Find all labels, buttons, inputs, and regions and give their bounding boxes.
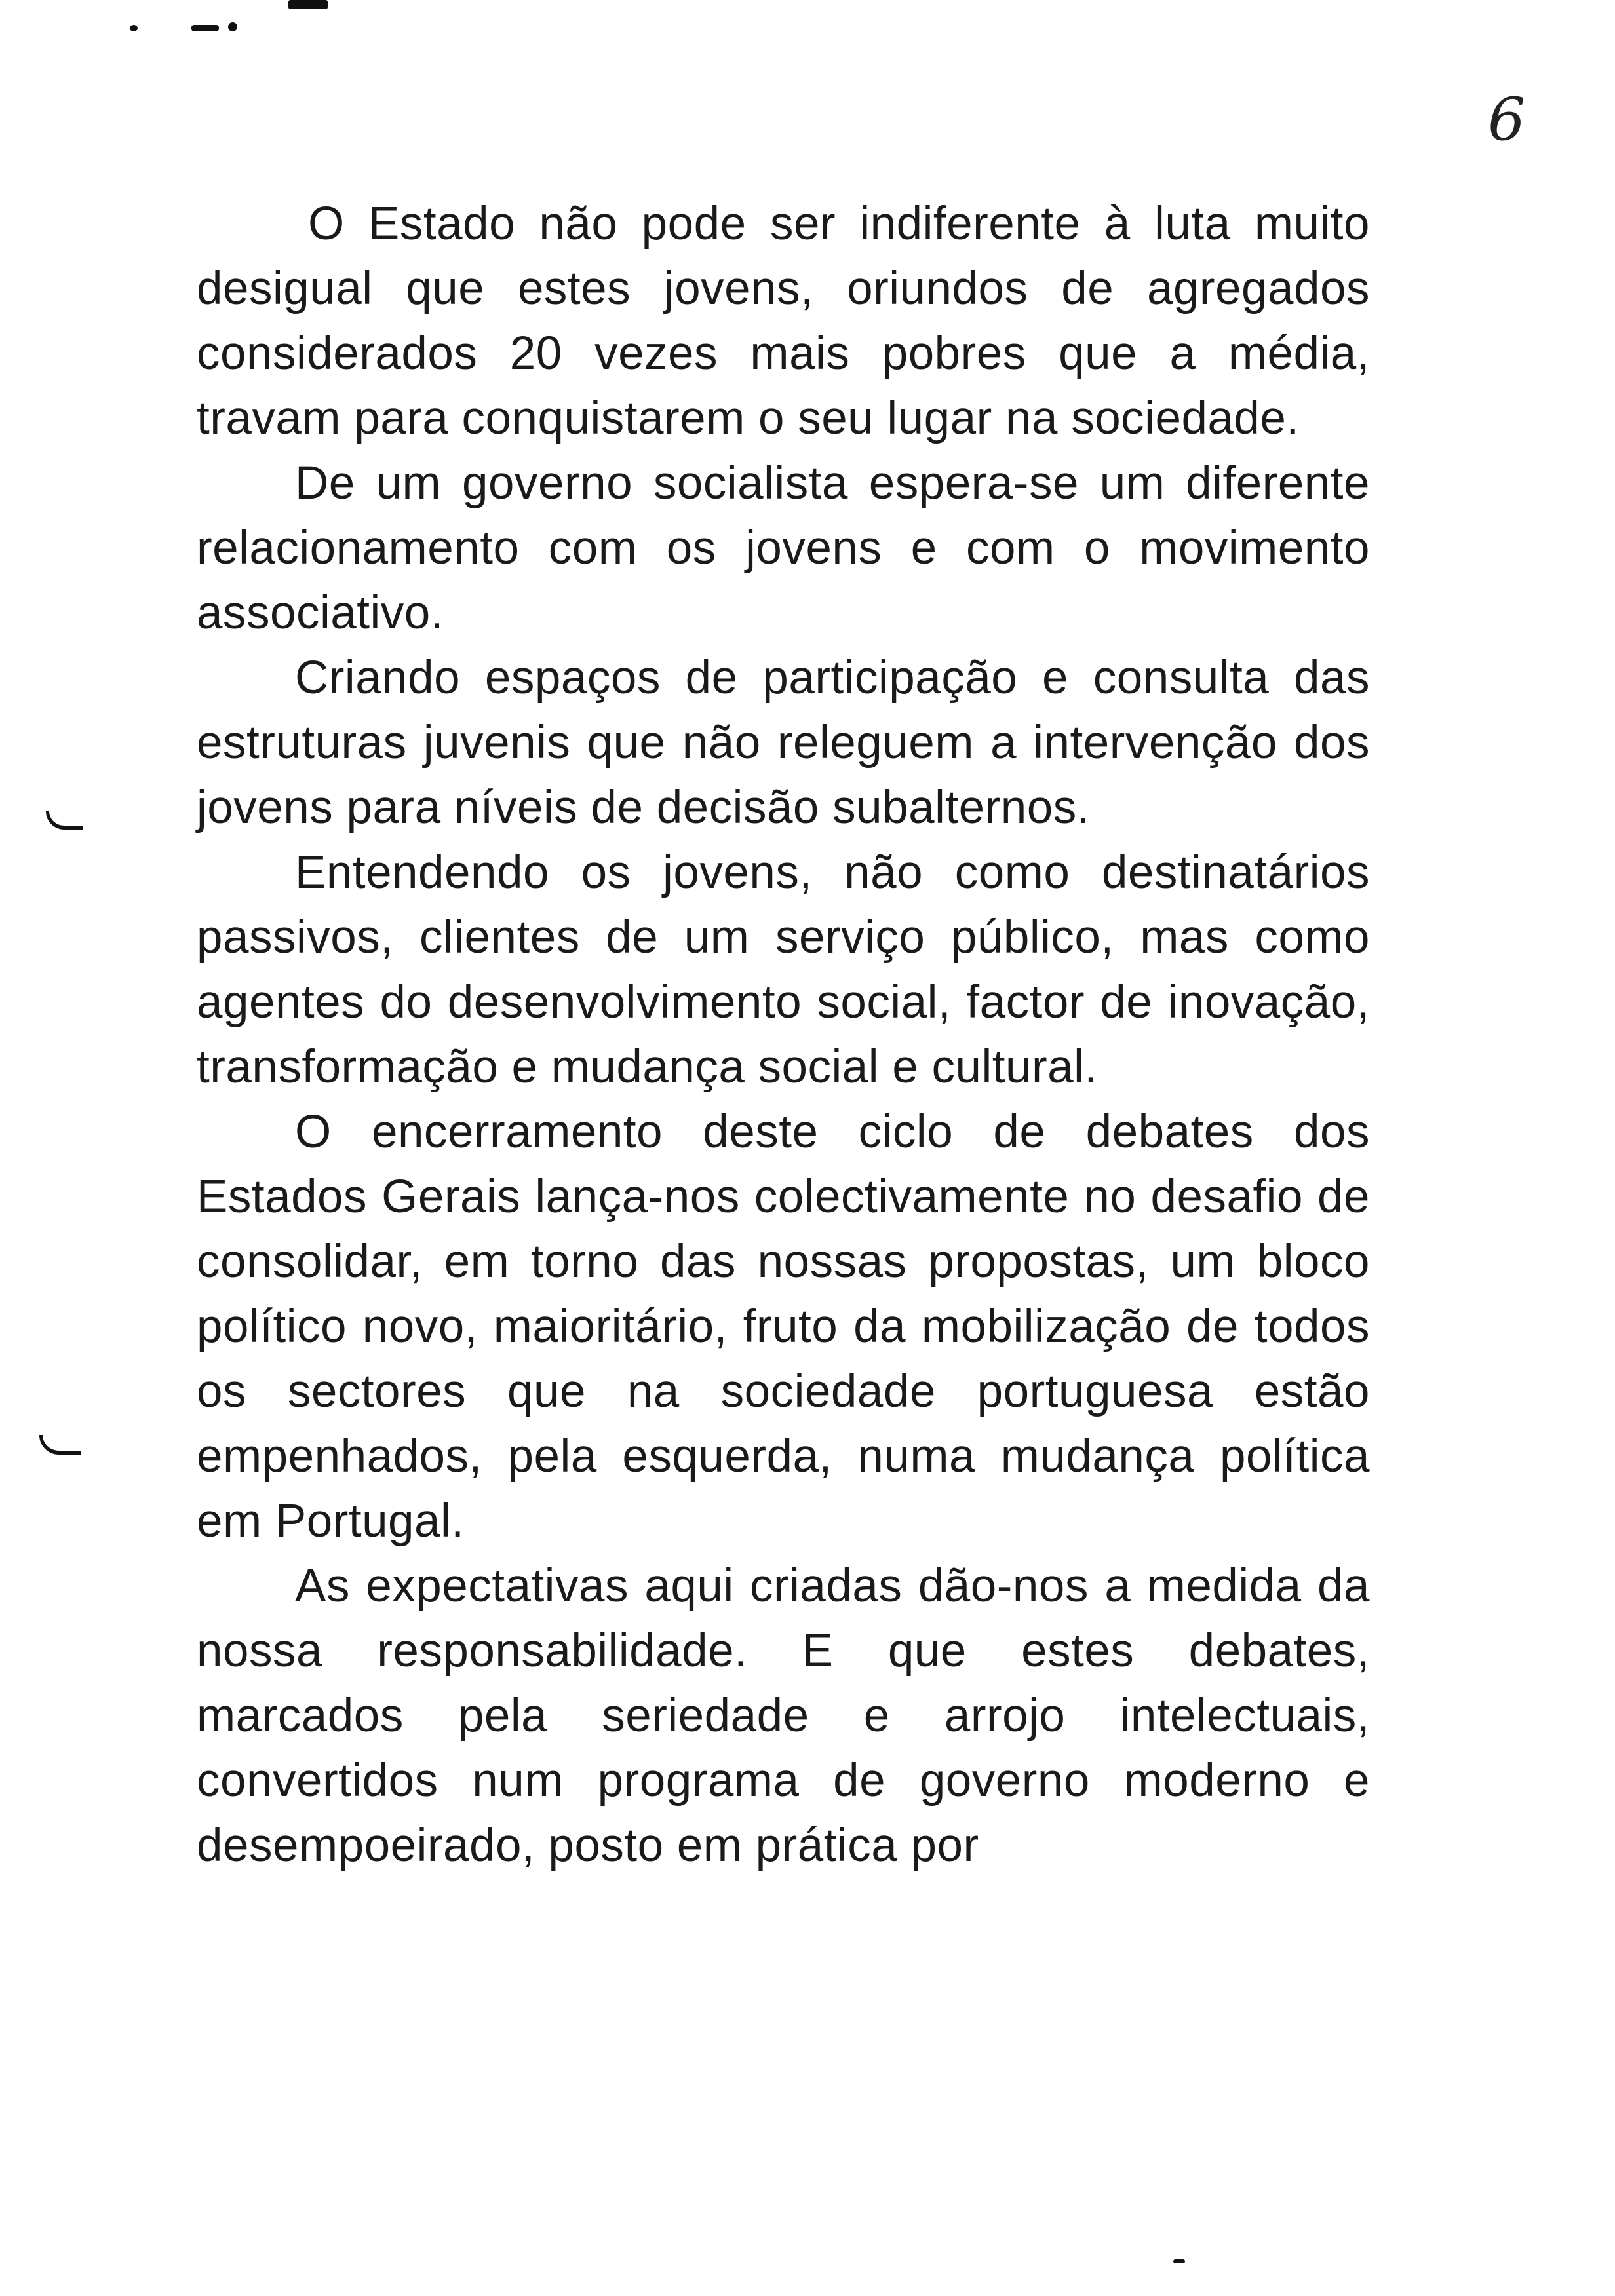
document-body	[197, 191, 1370, 1878]
scan-speck	[228, 22, 237, 31]
margin-check-mark	[39, 1435, 81, 1455]
scan-speck	[130, 25, 138, 31]
paragraph: Criando espaços de participação e consulta das estruturas juvenis que não releguem a intervenção dos jovens para níveis de decisão subalternos.	[197, 652, 1370, 833]
paragraph: As expectativas aqui criadas dão-nos a medida da nossa responsabilidade. E que estes debates, marcados pela seriedade e arrojo intelectuais, convertidos num programa de governo moderno e desempoeirado, posto em prática por	[197, 1560, 1370, 1871]
scan-speck	[288, 0, 328, 9]
paragraph: De um governo socialista espera-se um diferente relacionamento com os jovens e com o movimento associativo.	[197, 457, 1370, 639]
scan-speck	[1173, 2259, 1185, 2263]
paragraph: Entendendo os jovens, não como destinatários passivos, clientes de um serviço público, mas como agentes do desenvolvimento social, factor de inovação, transformação e mudança social e cultural.	[197, 847, 1370, 1093]
paragraph: O encerramento deste ciclo de debates dos Estados Gerais lança-nos colectivamente no desafio de consolidar, em torno das nossas propostas, um bloco político novo, maioritário, fruto da mobilização de todos os sectores que na sociedade portuguesa estão empenhados, pela esquerda, numa mudança política em Portugal.	[197, 1106, 1370, 1547]
margin-check-mark	[46, 811, 83, 830]
paragraph: O Estado não pode ser indiferente à luta muito desigual que estes jovens, oriundos de agregados considerados 20 vezes mais pobres que a média, travam para conquistarem o seu lugar na sociedade.	[197, 198, 1370, 444]
scan-speck	[191, 25, 219, 31]
page-number: 6	[1488, 85, 1526, 154]
